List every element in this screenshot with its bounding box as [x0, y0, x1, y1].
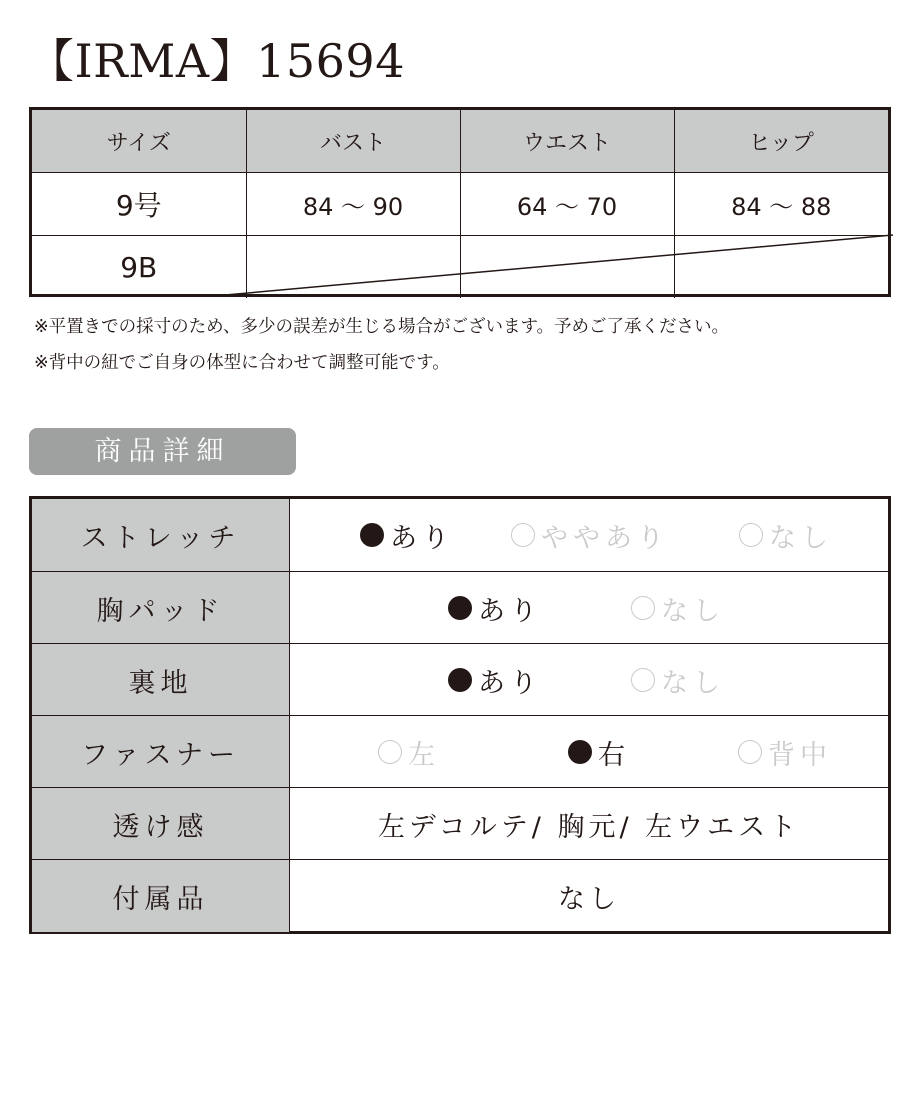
note-measurement: ※平置きでの採寸のため、多少の誤差が生じる場合がございます。予めご了承ください。: [34, 317, 730, 337]
accessories-label: 付属品: [32, 860, 290, 932]
fastener-value: [290, 716, 888, 788]
option-label: 左: [408, 739, 440, 771]
stretch-value: [290, 499, 888, 571]
sheer-value: [290, 788, 888, 860]
stretch-option-slight: [511, 499, 669, 571]
option-label: ややあり: [541, 522, 669, 554]
filled-circle-icon: [448, 668, 472, 692]
header-size: サイズ: [32, 110, 246, 173]
filled-circle-icon: [360, 523, 384, 547]
header-waist: ウエスト: [460, 110, 674, 173]
fastener-option-right: [568, 716, 630, 788]
filled-circle-icon: [568, 740, 592, 764]
empty-circle-icon: [631, 596, 655, 620]
waist-value: [460, 236, 674, 299]
empty-circle-icon: [739, 523, 763, 547]
sheer-label: 透け感: [32, 788, 290, 860]
lining-option-no: [631, 644, 725, 716]
sheer-text: 左デコルテ/ 胸元/ 左ウエスト: [377, 811, 801, 843]
option-label: なし: [769, 522, 833, 554]
lining-option-yes: [448, 644, 542, 716]
hip-value: [674, 236, 888, 299]
detail-row-fastener: [32, 715, 888, 788]
option-label: あり: [478, 595, 542, 627]
detail-row-stretch: [32, 499, 888, 571]
stretch-option-no: [739, 499, 833, 571]
header-hip: ヒップ: [674, 110, 888, 173]
fastener-label: ファスナー: [32, 716, 290, 788]
table-row: [32, 173, 888, 236]
table-row: [32, 236, 888, 299]
size-label: 9B: [32, 236, 246, 299]
option-label: あり: [478, 667, 542, 699]
note-adjustable: ※背中の紐でご自身の体型に合わせて調整可能です。: [34, 353, 450, 373]
option-label: なし: [661, 595, 725, 627]
size-label: 9号: [32, 173, 246, 236]
detail-row-accessories: [32, 859, 888, 932]
detail-row-sheer: [32, 787, 888, 860]
lining-value: [290, 644, 888, 716]
pad-label: 胸パッド: [32, 572, 290, 644]
detail-table: [29, 496, 891, 934]
empty-circle-icon: [511, 523, 535, 547]
detail-row-pad: [32, 571, 888, 644]
size-table-header: [32, 110, 888, 173]
header-bust: バスト: [246, 110, 460, 173]
detail-row-lining: [32, 643, 888, 716]
hip-value: 84 〜 88: [674, 173, 888, 236]
empty-circle-icon: [378, 740, 402, 764]
bust-value: 84 〜 90: [246, 173, 460, 236]
fastener-option-back: [738, 716, 832, 788]
stretch-option-yes: [360, 499, 454, 571]
pad-value: [290, 572, 888, 644]
empty-circle-icon: [631, 668, 655, 692]
option-label: なし: [661, 667, 725, 699]
option-label: あり: [390, 522, 454, 554]
accessories-text: なし: [558, 883, 620, 915]
option-label: 背中: [768, 739, 832, 771]
accessories-value: [290, 860, 888, 932]
waist-value: 64 〜 70: [460, 173, 674, 236]
stretch-label: ストレッチ: [32, 499, 290, 571]
filled-circle-icon: [448, 596, 472, 620]
lining-label: 裏地: [32, 644, 290, 716]
bust-value: [246, 236, 460, 299]
pad-option-yes: [448, 572, 542, 644]
pad-option-no: [631, 572, 725, 644]
fastener-option-left: [378, 716, 440, 788]
section-title-product-details: 商品詳細: [29, 428, 296, 475]
page-title: 【IRMA】15694: [28, 34, 405, 88]
size-table: [29, 107, 891, 297]
option-label: 右: [598, 739, 630, 771]
empty-circle-icon: [738, 740, 762, 764]
